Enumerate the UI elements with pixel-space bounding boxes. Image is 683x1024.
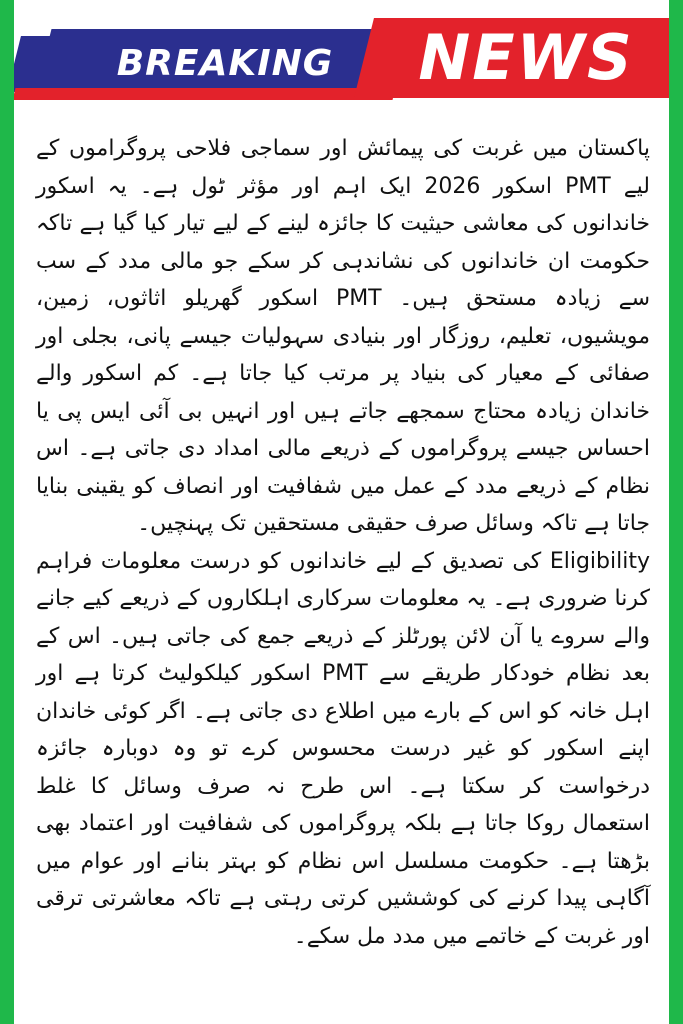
banner-red-accent	[14, 88, 395, 100]
breaking-news-banner	[14, 0, 669, 118]
banner-news-text: NEWS	[418, 21, 634, 94]
article-paragraph-1: پاکستان میں غربت کی پیمائش اور سماجی فلاحی پروگراموں کے لیے PMT اسکور 2026 ایک اہم اور مؤثر ٹول ہے۔ یہ اسکور خاندانوں کی معاشی حیثیت کا جائزہ لینے کے لیے تیار کیا گیا ہے تاکہ حکومت ان خاندانوں کی نشاندہی کر سکے جو مالی مدد کے سب سے زیادہ مستحق ہیں۔ PMT اسکور گھریلو اثاثوں، زمین، مویشیوں، تعلیم، روزگار اور بنیادی سہولیات جیسے پانی، بجلی اور صفائی کے معیار کی بنیاد پر مرتب کیا جاتا ہے۔ کم اسکور والے خاندان زیادہ محتاج سمجھے جاتے ہیں اور انہیں بی آئی ایس پی یا احساس جیسے پروگراموں کے ذریعے مالی امداد دی جاتی ہے۔ اس نظام کے ذریعے مدد کے عمل میں شفافیت اور انصاف کو یقینی بنایا جاتا ہے تاکہ وسائل صرف حقیقی مستحقین تک پہنچیں۔	[36, 136, 650, 536]
banner-breaking-text: BREAKING	[116, 43, 334, 84]
page-frame	[14, 0, 669, 1024]
article-paragraph-2: Eligibility کی تصدیق کے لیے خاندانوں کو درست معلومات فراہم کرنا ضروری ہے۔ یہ معلومات سرکاری اہلکاروں کے ذریعے کیے جانے والے سروے یا آن لائن پورٹلز کے ذریعے جمع کی جاتی ہیں۔ اس کے بعد نظام خودکار طریقے سے PMT اسکور کیلکولیٹ کرتا ہے اور اہل خانہ کو اس کے بارے میں اطلاع دی جاتی ہے۔ اگر کوئی خاندان اپنے اسکور کو غیر درست محسوس کرے تو وہ دوبارہ جائزہ درخواست کر سکتا ہے۔ اس طرح نہ صرف وسائل کا غلط استعمال روکا جاتا ہے بلکہ پروگراموں کی شفافیت اور اعتماد بھی بڑھتا ہے۔ حکومت مسلسل اس نظام کو بہتر بنانے اور عوام میں آگاہی پیدا کرنے کی کوششیں کرتی رہتی ہے تاکہ معاشرتی ترقی اور غربت کے خاتمے میں مدد مل سکے۔	[36, 548, 650, 949]
article-body	[36, 130, 650, 1020]
